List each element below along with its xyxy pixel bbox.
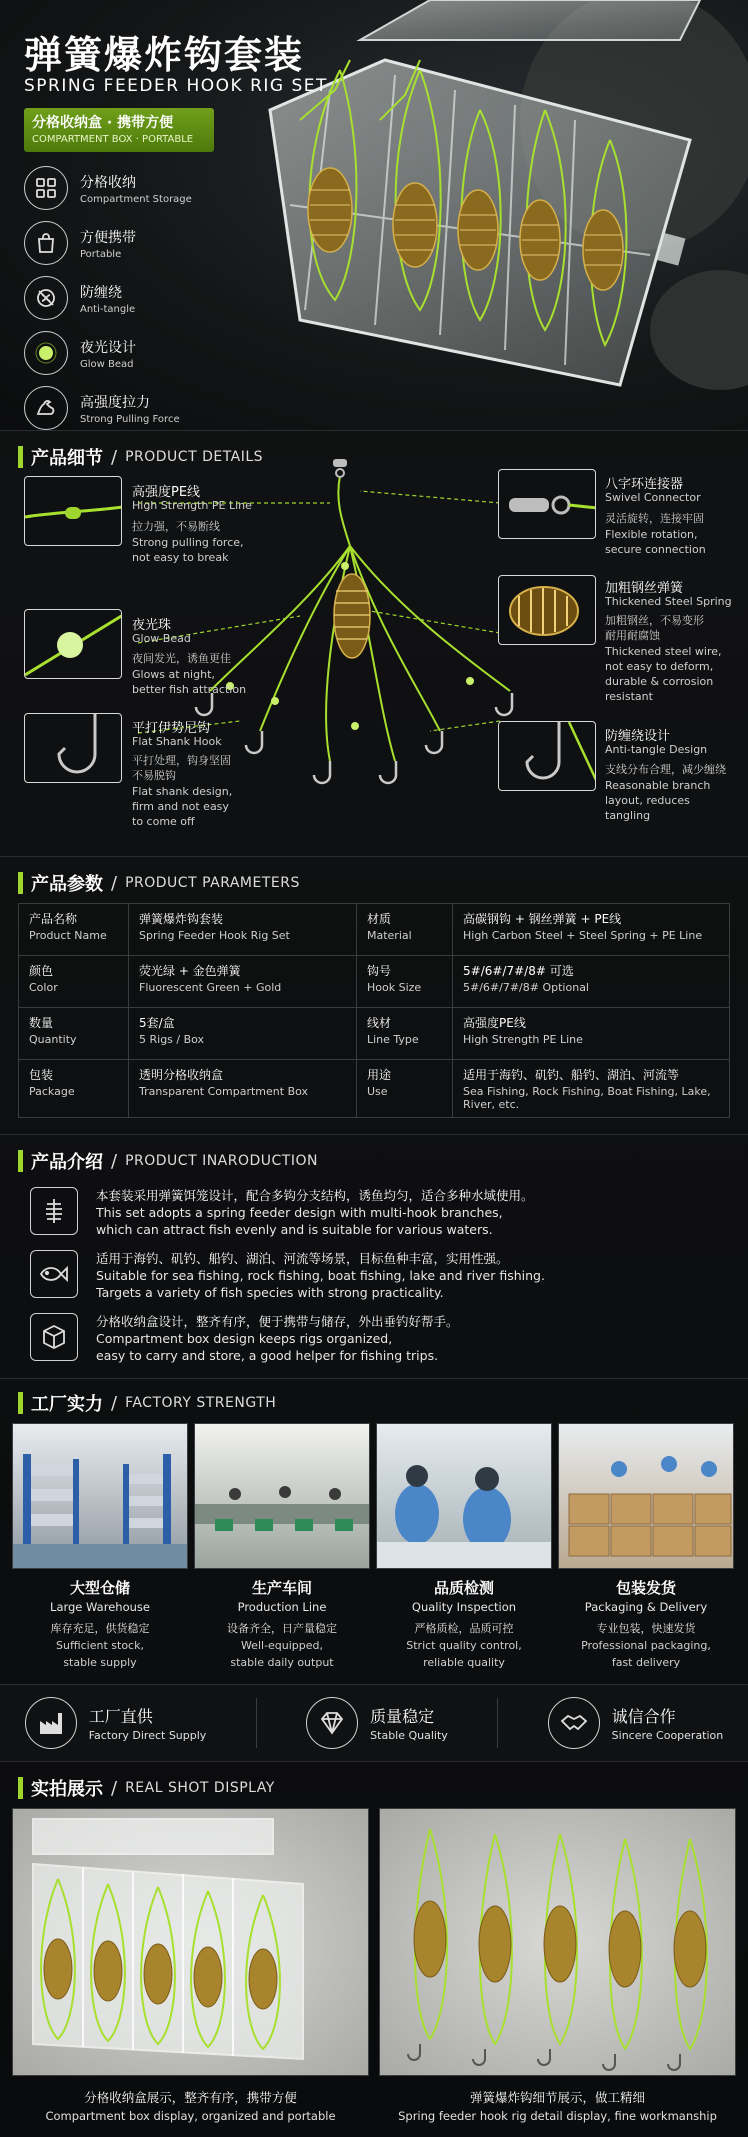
section-slash: / [111,1392,118,1414]
table-row [19,904,730,956]
intro-en1: Suitable for sea fishing, rock fishing, boat fishing, lake and river fishing. [96,1268,545,1283]
param-key-en: Use [367,1085,388,1098]
advantage-item [548,1697,724,1749]
diamond-icon [306,1697,358,1749]
section-bar [18,872,23,894]
param-value-en: Sea Fishing, Rock Fishing, Boat Fishing, Lake, River, etc. [463,1085,711,1111]
bead-en: Glow Bead [132,632,191,645]
real-caption-cn: 弹簧爆炸钩细节展示，做工精细 [469,2090,645,2105]
glow-icon [24,331,68,375]
spring-desc-cn2: 耐用耐腐蚀 [605,629,660,642]
tangle-desc-cn: 支线分布合理，减少缠绕 [605,763,726,776]
advantage-item [25,1697,207,1749]
feature-glow [24,331,136,375]
real-card [379,1808,736,2123]
feature-cn: 分格收纳 [80,174,136,191]
section-title-cn: 产品参数 [31,874,103,895]
factory-card-desc-en2: reliable quality [423,1656,505,1669]
factory-cards [0,1423,748,1670]
param-key-en: Quantity [29,1033,77,1046]
swivel-desc-en1: Flexible rotation, [605,528,698,541]
pe-desc-en2: not easy to break [132,551,229,564]
details-section [0,431,748,856]
spring-icon [30,1187,78,1235]
pe-en: High Strength PE Line [132,499,252,512]
feature-en: Portable [80,248,122,260]
divider [0,1378,748,1379]
param-value-en: 5#/6#/7#/8# Optional [463,981,589,994]
param-value: 5#/6#/7#/8# 可选 [463,964,574,978]
pe-desc-cn: 拉力强，不易断线 [132,520,220,533]
spring-desc-en2: not easy to deform, [605,660,714,673]
vertical-divider [256,1698,257,1748]
flat-title: 平打伊势尼钩 [132,721,211,736]
factory-card-desc-en2: fast delivery [611,1656,681,1669]
factory-card [376,1423,552,1670]
spring-en: Thickened Steel Spring [605,595,732,608]
params-section [0,863,748,1134]
grid-icon [24,166,68,210]
section-title-en: PRODUCT INARODUCTION [125,1153,318,1169]
bag-icon [24,221,68,265]
param-value-en: 5 Rigs / Box [139,1033,205,1046]
fish-icon [30,1250,78,1298]
table-row [19,1008,730,1060]
param-value: 5套/盒 [139,1016,175,1030]
param-value: 透明分格收纳盒 [139,1068,224,1082]
factory-card-desc-en1: Strict quality control, [406,1639,522,1652]
hero-tag [24,108,214,152]
intro-item [0,1181,748,1244]
factory-card-title: 包装发货 [615,1579,676,1597]
feature-anti-tangle [24,276,135,320]
factory-card-desc-en2: stable daily output [230,1656,334,1669]
real-card [12,1808,369,2123]
factory-card-desc-en1: Professional packaging, [581,1639,711,1652]
param-value-en: Spring Feeder Hook Rig Set [139,929,290,942]
pe-title: 高强度PE线 [132,485,201,500]
param-key: 线材 [367,1016,392,1030]
advantage-cn: 工厂直供 [88,1707,153,1726]
param-key-en: Hook Size [367,981,422,994]
feature-cn: 高强度拉力 [80,394,150,411]
pe-desc-en1: Strong pulling force, [132,536,244,549]
factory-card-desc-cn: 专业包装，快速发货 [596,1622,696,1635]
intro-item [0,1244,748,1307]
tangle-desc-en1: Reasonable branch [605,779,711,792]
advantage-cn: 诚信合作 [611,1707,676,1726]
real-caption-en: Compartment box display, organized and portable [45,2109,336,2123]
real-caption-cn: 分格收纳盒展示，整齐有序，携带方便 [84,2090,297,2105]
hero-title: 弹簧爆炸钩套装 [24,33,305,77]
spring-desc-cn1: 加粗钢丝，不易变形 [605,614,704,627]
feature-en: Strong Pulling Force [80,413,180,425]
factory-card [558,1423,734,1670]
bead-desc-cn: 夜间发光，诱鱼更佳 [132,652,231,665]
flat-desc-en2: firm and not easy [132,800,229,813]
intro-cn: 分格收纳盒设计，整齐有序，便于携带与储存，外出垂钓好帮手。 [96,1314,459,1329]
advantage-en: Factory Direct Supply [88,1729,207,1742]
table-row [19,1060,730,1118]
param-value: 高碳钢钩 + 钢丝弹簧 + PE线 [463,912,622,926]
section-bar [18,1777,23,1799]
spring-title: 加粗钢丝弹簧 [605,581,684,596]
param-key: 材质 [367,912,392,926]
spring-thumb [498,575,596,645]
section-title-cn: 产品细节 [31,448,103,469]
factory-card-en: Packaging & Delivery [584,1600,708,1614]
anti-tangle-icon [24,276,68,320]
bead-desc-en1: Glows at night, [132,668,215,681]
param-value: 弹簧爆炸钩套装 [139,912,224,926]
handshake-icon [548,1697,600,1749]
vertical-divider [497,1698,498,1748]
box-icon [30,1313,78,1361]
flat-desc-cn1: 平打处理，钩身坚固 [132,754,231,767]
factory-card-en: Production Line [237,1600,327,1614]
pe-line-thumb [24,476,122,546]
param-key-en: Package [29,1085,75,1098]
spring-desc-en4: resistant [605,690,653,703]
param-value-en: Transparent Compartment Box [139,1085,309,1098]
feature-en: Compartment Storage [80,193,192,205]
param-value-en: High Strength PE Line [463,1033,583,1046]
tangle-desc-en2: layout, reduces [605,794,690,807]
params-header [0,863,748,903]
factory-icon [25,1697,77,1749]
tangle-title: 防缠绕设计 [605,729,671,744]
advantage-cn: 质量稳定 [370,1707,435,1726]
intro-header [0,1141,748,1181]
spring-desc-en3: durable & corrosion [605,675,714,688]
glow-bead-thumb [24,609,122,679]
section-slash: / [111,1150,118,1172]
factory-card-title: 品质检测 [433,1579,494,1597]
param-key: 颜色 [29,964,54,978]
param-key: 产品名称 [29,912,78,926]
factory-card-desc-en1: Well-equipped, [240,1639,324,1652]
intro-en2: which can attract fish evenly and is suitable for various waters. [96,1222,493,1237]
real-header [0,1768,748,1808]
feature-cn: 方便携带 [80,229,136,246]
real-cards [0,1808,748,2123]
spring-desc-en1: Thickened steel wire, [605,645,722,658]
factory-card-title: 生产车间 [251,1579,312,1597]
bead-title: 夜光珠 [132,618,172,633]
feature-compartment [24,166,192,210]
swivel-desc-cn: 灵活旋转，连接牢固 [605,512,704,525]
param-key-en: Product Name [29,929,107,942]
flat-desc-en1: Flat shank design, [132,785,233,798]
flat-en: Flat Shank Hook [132,735,222,748]
factory-card-en: Quality Inspection [411,1600,517,1614]
param-value: 高强度PE线 [463,1016,526,1030]
factory-card-desc-en1: Sufficient stock, [56,1639,144,1652]
rig-detail-photo [379,1808,736,2076]
bead-desc-en2: better fish attraction [132,683,247,696]
feature-portable [24,221,136,265]
feature-cn: 防缠绕 [80,284,122,301]
divider [0,1134,748,1135]
intro-section [0,1141,748,1378]
hero-subtitle: SPRING FEEDER HOOK RIG SET [24,76,328,96]
factory-card [194,1423,370,1670]
box-display-photo [12,1808,369,2076]
factory-card-desc-en2: stable supply [63,1656,137,1669]
anti-tangle-thumb [498,721,596,791]
factory-card-desc-cn: 库存充足，供货稳定 [50,1622,150,1635]
intro-en2: easy to carry and store, a good helper for fishing trips. [96,1348,439,1363]
feature-cn: 夜光设计 [80,339,136,356]
section-title-en: PRODUCT PARAMETERS [125,875,300,891]
section-bar [18,1392,23,1414]
params-table [18,903,730,1118]
param-key: 包装 [29,1068,54,1082]
divider [0,856,748,857]
section-slash: / [111,446,118,468]
intro-cn: 本套装采用弹簧饵笼设计，配合多钩分支结构，诱鱼均匀，适合多种水域使用。 [96,1188,534,1203]
warehouse-photo [12,1423,188,1569]
factory-card-title: 大型仓储 [69,1579,130,1597]
advantage-en: Sincere Cooperation [611,1729,724,1742]
intro-en1: Compartment box design keeps rigs organized, [96,1331,393,1346]
factory-header [0,1383,748,1423]
section-slash: / [111,1777,118,1799]
param-key: 钩号 [367,964,392,978]
real-section [0,1768,748,2137]
advantage-en: Stable Quality [370,1729,448,1742]
feature-strength [24,386,180,430]
param-value: 荧光绿 + 金色弹簧 [139,964,241,978]
param-key-en: Color [29,981,58,994]
flat-desc-cn2: 不易脱钩 [132,769,176,782]
param-key-en: Line Type [367,1033,419,1046]
swivel-title: 八字环连接器 [605,477,684,492]
inspection-photo [376,1423,552,1569]
swivel-en: Swivel Connector [605,491,701,504]
section-bar [18,1150,23,1172]
param-value: 适用于海钓、矶钓、船钓、湖泊、河流等 [463,1068,680,1082]
section-slash: / [111,872,118,894]
factory-card-desc-cn: 严格质检，品质可控 [414,1622,514,1635]
param-key-en: Material [367,929,412,942]
hero-tag-en: COMPARTMENT BOX · PORTABLE [32,134,194,145]
section-title-en: REAL SHOT DISPLAY [125,1780,275,1796]
param-key: 用途 [367,1068,392,1082]
factory-card-desc-cn: 设备齐全，日产量稳定 [227,1622,337,1635]
section-title-cn: 工厂实力 [31,1394,103,1415]
section-title-cn: 产品介绍 [31,1152,103,1173]
production-photo [194,1423,370,1569]
hero-section [0,0,748,430]
intro-en1: This set adopts a spring feeder design with multi-hook branches, [96,1205,503,1220]
flat-desc-en3: to come off [132,815,195,828]
feature-en: Glow Bead [80,358,134,370]
table-row [19,956,730,1008]
tangle-en: Anti-tangle Design [605,743,708,756]
section-title-en: FACTORY STRENGTH [125,1395,277,1411]
arm-icon [24,386,68,430]
advantages-strip [0,1684,748,1762]
factory-card-en: Large Warehouse [50,1600,150,1614]
hero-tag-cn: 分格收纳盒 · 携带方便 [32,115,174,131]
flat-hook-thumb [24,713,122,783]
section-title-en: PRODUCT DETAILS [125,449,264,465]
swivel-desc-en2: secure connection [605,543,706,556]
advantage-item [306,1697,448,1749]
feature-en: Anti-tangle [80,303,136,315]
intro-en2: Targets a variety of fish species with strong practicality. [96,1285,444,1300]
factory-card [12,1423,188,1670]
tangle-desc-en3: tangling [605,809,651,822]
factory-section [0,1383,748,1762]
real-caption-en: Spring feeder hook rig detail display, fine workmanship [398,2109,717,2123]
intro-item [0,1307,748,1370]
param-key: 数量 [29,1016,54,1030]
section-title-cn: 实拍展示 [31,1779,103,1800]
intro-cn: 适用于海钓、矶钓、船钓、湖泊、河流等场景，目标鱼种丰富，实用性强。 [96,1251,509,1266]
param-value-en: High Carbon Steel + Steel Spring + PE Line [463,929,703,942]
param-value-en: Fluorescent Green + Gold [139,981,282,994]
swivel-thumb [498,469,596,539]
packaging-photo [558,1423,734,1569]
